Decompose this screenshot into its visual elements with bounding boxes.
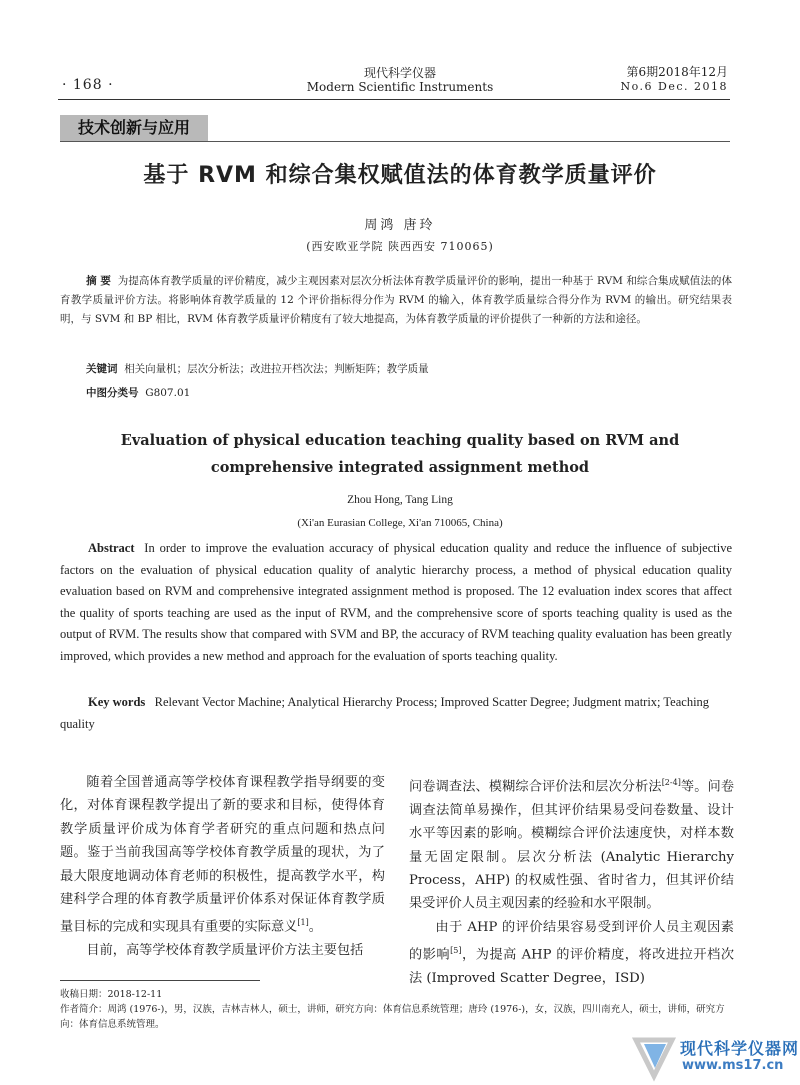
watermark-name: 现代科学仪器网: [680, 1039, 800, 1058]
body-text: 问卷调查法、模糊综合评价法和层次分析法: [409, 779, 662, 795]
keywords-cn: [86, 361, 429, 376]
affiliation-cn: (西安欧亚学院 陕西西安 710065): [306, 240, 494, 253]
body-text: ，为提高 AHP 的评价精度，将改进拉开档次法 (Improved Scatter Degree，ISD): [409, 947, 735, 987]
body-column-right: [409, 771, 734, 990]
keywords-cn-label: 关键词: [86, 363, 118, 375]
footnote-rule: [60, 980, 260, 981]
section-tag: 技术创新与应用: [60, 115, 208, 141]
header-rule: [58, 99, 730, 100]
journal-name-en: Modern Scientific Instruments: [306, 80, 494, 94]
classification-cn-text: G807.01: [145, 387, 191, 399]
page-number: · 168 ·: [62, 77, 114, 93]
section-rule: [60, 141, 730, 142]
keywords-en: [60, 692, 732, 735]
citation-ref: [1]: [297, 918, 309, 928]
body-text: 等。问卷调查法简单易操作，但其评价结果易受问卷数量、设计水平等因素的影响。模糊综合评价法速度快，对样本数量无固定限制。层次分析法 (Analytic Hierarchy Process，AHP) 的权威性强、省时省力，但其评价结果受评价人员主观因素的经验和水平限制。: [409, 779, 735, 912]
body-paragraph: 目前，高等学校体育教学质量评价方法主要包括: [86, 943, 364, 959]
authors-cn: 周鸿 唐玲: [364, 218, 436, 233]
abstract-cn-text: 为提高体育教学质量的评价精度，减少主观因素对层次分析法体育教学质量评价的影响，提出一种基于 RVM 和综合集成赋值法的体育教学质量评价方法。将影响体育教学质量的 12 个评价指标得分作为 RVM 的输入，体育教学质量综合得分作为 RVM 的输出。研究结果表明，与 SVM 和 BP 相比，RVM 体育教学质量评价精度有了较大地提高，为体育教学质量的评价提供了一种新的方法和途径。: [60, 275, 732, 326]
paper-title-cn: 基于 RVM 和综合集权赋值法的体育教学质量评价: [143, 163, 657, 188]
issue-cn: 第6期2018年12月: [626, 65, 728, 79]
authors-en: Zhou Hong, Tang Ling: [347, 494, 453, 506]
abstract-cn: [60, 272, 732, 330]
issue-en: No.6 Dec. 2018: [620, 80, 728, 93]
keywords-cn-text: 相关向量机；层次分析法；改进拉开档次法；判断矩阵；教学质量: [124, 363, 429, 375]
affiliation-en: (Xi'an Eurasian College, Xi'an 710065, China): [297, 517, 503, 529]
citation-ref: [2-4]: [661, 778, 681, 787]
footnotes: [60, 987, 740, 1032]
body-text: 。: [308, 919, 322, 935]
body-text: 随着全国普通高等学校体育课程教学指导纲要的变化，对体育课程教学提出了新的要求和目标，使得体育教学质量评价成为体育学者研究的重点问题和热点问题。鉴于当前我国高等学校体育教学质量的现状，为了最大限度地调动体育老师的积极性，提高教学水平，构建科学合理的体育教学质量评价体系对保证体育教学质量目标的完成和实现具有重要的实际意义: [60, 775, 385, 935]
keywords-en-label: Key words: [88, 695, 146, 709]
journal-name-cn: 现代科学仪器: [363, 66, 436, 80]
body-paragraph: [409, 916, 734, 991]
body-column-left: [60, 771, 385, 963]
body-paragraph: [60, 771, 385, 939]
author-bio: 作者简介：周鸿 (1976-)，男，汉族，吉林吉林人，硕士，讲师，研究方向：体育信息系统管理；唐玲 (1976-)，女，汉族，四川南充人，硕士，讲师，研究方向：体育信息系统管理。: [60, 1004, 725, 1030]
body-text: 由于 AHP 的评价结果容易受到评价人员主观因素的影响: [409, 919, 734, 963]
citation-ref: [5]: [450, 946, 462, 956]
classification-cn: [86, 385, 190, 400]
paper-title-en: Evaluation of physical education teaching quality based on RVM and comprehensive integrated assignment method: [120, 432, 680, 476]
abstract-en-text: In order to improve the evaluation accuracy of physical education quality and reduce the influence of subjective factors on the evaluation of physical education quality of analytic hierarchy process, a method of physical education quality evaluation based on RVM and comprehensive integrated assignment method is proposed. The 12 evaluation index scores that affect the quality of sports teaching are used as the input of RVM, and the comprehensive score of sports teaching quality is used as the output of RVM. The results show that compared with SVM and BP, the accuracy of RVM teaching quality evaluation has been greatly improved, which provides a new method and approach for the evaluation of sports teaching quality.: [60, 541, 733, 663]
watermark-url: www.ms17.cn: [682, 1058, 784, 1073]
received-date: 收稿日期：2018-12-11: [60, 989, 163, 1000]
abstract-en-label: Abstract: [88, 541, 135, 555]
keywords-en-text: Relevant Vector Machine; Analytical Hierarchy Process; Improved Scatter Degree; Judgment matrix; Teaching quality: [60, 695, 710, 731]
abstract-en: [60, 538, 732, 668]
abstract-cn-label: 摘 要: [86, 275, 111, 287]
body-paragraph: [409, 771, 734, 916]
classification-cn-label: 中图分类号: [86, 387, 139, 399]
